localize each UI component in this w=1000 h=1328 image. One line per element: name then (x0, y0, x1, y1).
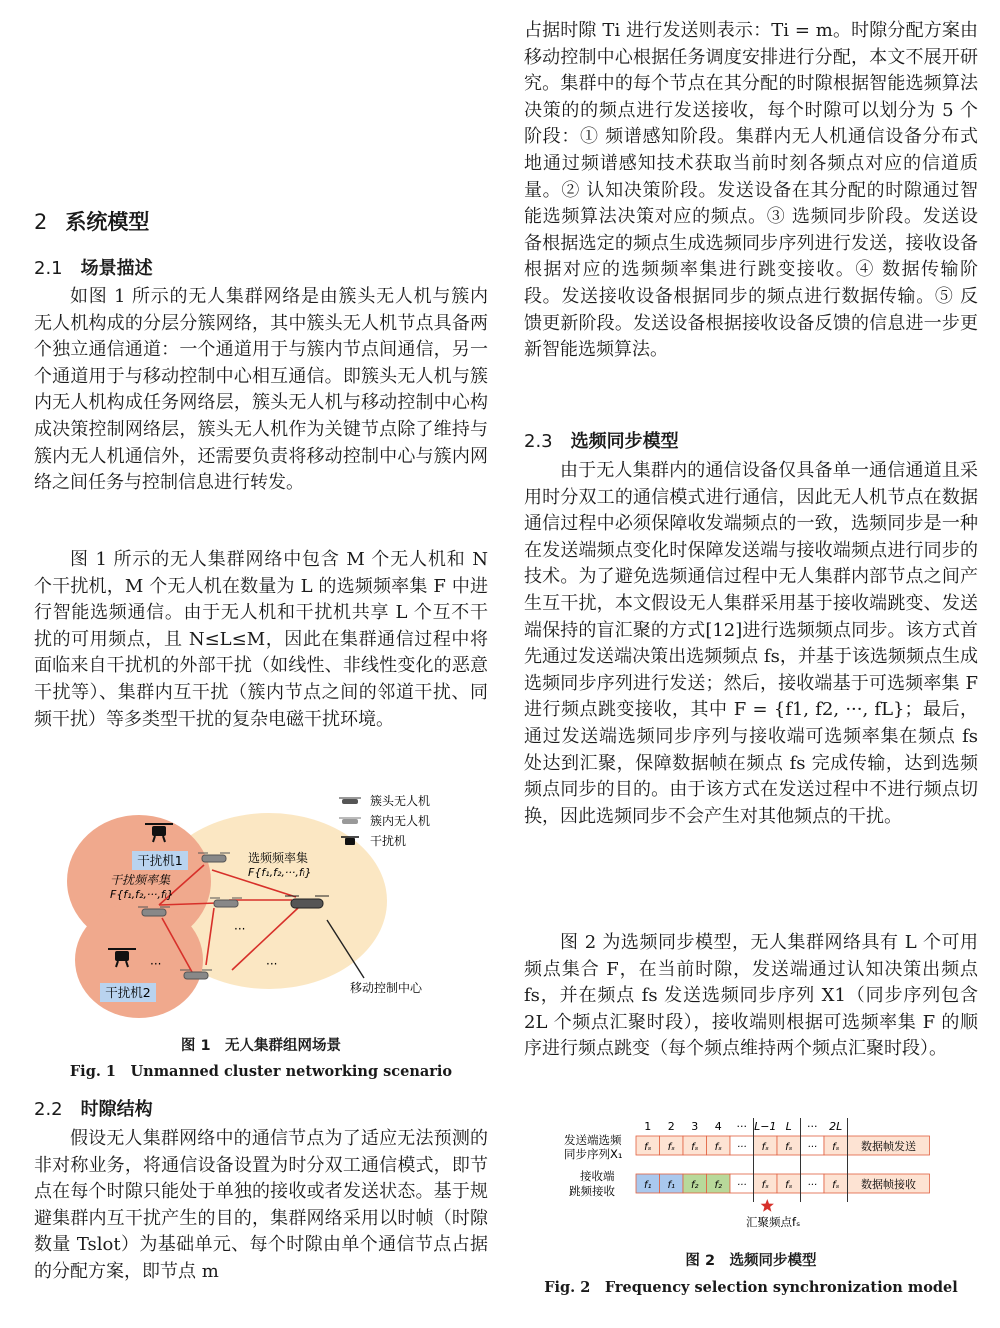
paragraph: 图 1 所示的无人集群网络中包含 M 个无人机和 N 个干扰机，M 个无人机在数量为 L 的选频频率集 F 中进行智能选频通信。由于无人机和干扰机共享 L 个互不干扰的可用频点，且 N≤L≤M，因此在集群通信过程中将面临来自干扰机的外部干扰（如线性、非线性变化的恶意干扰等）、集群内互干扰（簇内节点之间的邻道干扰、同频干扰）等多类型干扰的复杂电磁干扰环境。 (34, 549, 488, 730)
selection-set-label: 选频频率集 (248, 851, 309, 865)
tx-label-2: 同步序列X₁ (564, 1147, 623, 1161)
figure-2 (524, 1114, 978, 1236)
legend-cluster-member: 簇内无人机 (370, 814, 431, 828)
subsection-number: 2.2 (34, 1099, 63, 1120)
rx-row (636, 1174, 930, 1193)
slot-label: L−1 (754, 1120, 777, 1133)
legend-cluster-head: 簇头无人机 (370, 794, 431, 808)
section-number: 2 (34, 210, 48, 234)
slot-label: L (785, 1120, 792, 1133)
rx-cell-label: f₂ (690, 1180, 699, 1191)
subsection-number: 2.3 (524, 431, 553, 452)
legend (339, 793, 430, 848)
tx-label-1: 发送端选频 (564, 1133, 622, 1147)
tx-cell-label: fₛ (761, 1142, 769, 1153)
tx-cell-label: fₛ (785, 1142, 793, 1153)
figure-1 (34, 790, 488, 1022)
tx-data-frame-label: 数据帧发送 (861, 1140, 916, 1153)
section-title: 系统模型 (65, 210, 150, 234)
subsection-heading-2-1 (34, 256, 153, 282)
tx-row (636, 1136, 930, 1155)
slot-label: ··· (736, 1120, 747, 1133)
subsection-title: 时隙结构 (80, 1099, 153, 1120)
tx-cell-label: fₛ (667, 1142, 675, 1153)
tx-cell-label: fₛ (644, 1142, 652, 1153)
tx-cell-label: ··· (807, 1142, 818, 1153)
slot-labels (644, 1120, 842, 1133)
figure-2-caption-en: Fig. 2 Frequency selection synchronization model (544, 1279, 958, 1296)
jam-set-label: 干扰频率集 (110, 873, 171, 887)
jammer1-label: 干扰机1 (137, 853, 183, 868)
rx-cell-label: fₛ (832, 1180, 840, 1191)
slot-label: 4 (714, 1120, 722, 1133)
subsection-title: 选频同步模型 (570, 431, 679, 452)
rx-cell-label: ··· (807, 1180, 818, 1191)
legend-jammer: 干扰机 (370, 834, 407, 848)
paragraph: 如图 1 所示的无人集群网络是由簇头无人机与簇内无人机构成的分层分簇网络，其中簇头无人机节点具备两个独立通信通道：一个通道用于与簇内节点间通信，另一个通道用于与移动控制中心相互通信。即簇头无人机与簇内无人机构成任务网络层，簇头无人机与移动控制中心构成决策控制网络层，簇头无人机作为关键节点除了维持与簇内无人机通信外，还需要负责将移动控制中心与簇内网络之间任务与控制信息进行转发。 (34, 286, 488, 494)
ellipsis-2: ··· (150, 957, 162, 971)
slot-label: 2 (667, 1120, 675, 1133)
tx-cell-label: fₛ (691, 1142, 699, 1153)
rx-cell-label: f₁ (667, 1180, 676, 1191)
paragraph: 假设无人集群网络中的通信节点为了适应无法预测的非对称业务，将通信设备设置为时分双工通信模式，即节点在每个时隙只能处于单独的接收或者发送状态。基于规避集群内互干扰产生的目的，集群网络采用以时帧（时隙数量 Tslot）为基础单元、每个时隙由单个通信节点占据的分配方案，即节点 m (34, 1128, 488, 1282)
cluster-network-diagram (34, 790, 488, 1022)
section-heading (34, 206, 149, 236)
subsection-heading-2-2 (34, 1097, 153, 1123)
ellipsis-3: ··· (266, 957, 278, 971)
tx-cell-label: fₛ (832, 1142, 840, 1153)
jam-set: F{f₁,f₂,···,fₗ} (110, 888, 174, 901)
control-center-label: 移动控制中心 (350, 981, 423, 995)
paragraph: 由于无人集群内的通信设备仅具备单一通信通道且采用时分双工的通信模式进行通信，因此无人机节点在数据通信过程中必须保障收发端频点的一致，选频同步是一种在发送端频点变化时保障发送端与接收端频点进行同步的技术。为了避免选频通信过程中无人集群内部节点之间产生互干扰，本文假设无人集群采用基于接收端跳变、发送端保持的盲汇聚的方式[12]进行选频频点同步。该方式首先通过发送端决策出选频频点 fs，并基于该选频频点生成选频同步序列进行发送；然后，接收端基于可选频率集 F 进行频点跳变接收，其中 F = {f1, f2, ···, fL}；最后，通过发送端选频同步序列与接收端可选频率集在频点 fs 处达到汇聚，保障数据帧在频点 fs 完成传输，达到选频频点同步的目的。由于该方式在发送过程中不进行频点切换，因此选频同步不会产生对其他频点的干扰。 (524, 460, 978, 827)
convergence-label: 汇聚频点fₛ (746, 1215, 801, 1229)
rx-label-1: 接收端 (580, 1169, 615, 1183)
paragraph: 图 2 为选频同步模型，无人集群网络具有 L 个可用频点集合 F，在当前时隙，发送端通过认知决策出频点 fs，并在频点 fs 发送选频同步序列 X1（同步序列包含 2L 个频点汇聚时段），接收端则根据可选频率集 F 的顺序进行频点跳变（每个频点维持两个频点汇聚时段）。 (524, 932, 978, 1060)
slot-label: 3 (691, 1120, 699, 1133)
tx-cell-label: ··· (736, 1142, 747, 1153)
rx-data-frame-label: 数据帧接收 (861, 1178, 916, 1191)
convergence-star-icon (761, 1199, 774, 1212)
paragraph: 占据时隙 Ti 进行发送则表示：Ti = m。时隙分配方案由移动控制中心根据任务调度安排进行分配，本文不展开研究。集群中的每个节点在其分配的时隙根据智能选频算法决策的的频点进行发送接收，每个时隙可以划分为 5 个阶段：① 频谱感知阶段。集群内无人机通信设备分布式地通过频谱感知技术获取当前时刻各频点对应的信道质量。② 认知决策阶段。发送设备在其分配的时隙通过智能选频算法决策对应的频点。③ 选频同步阶段。发送设备根据选定的频点生成选频同步序列进行发送，接收设备根据对应的选频频率集进行跳变接收。④ 数据传输阶段。发送接收设备根据同步的频点进行数据传输。⑤ 反馈更新阶段。发送设备根据接收设备反馈的信息进一步更新智能选频算法。 (524, 20, 978, 361)
subsection-title: 场景描述 (80, 258, 153, 279)
slot-label: ··· (807, 1120, 818, 1133)
rx-label-2: 跳频接收 (569, 1184, 615, 1198)
rx-cell-label: ··· (736, 1180, 747, 1191)
rx-cell-label: f₁ (643, 1180, 652, 1191)
frequency-sync-diagram (524, 1114, 978, 1236)
subsection-heading-2-3 (524, 429, 679, 455)
figure-1-caption-cn: 图 1 无人集群组网场景 (180, 1038, 342, 1054)
slot-label: 1 (644, 1120, 652, 1133)
slot-label: 2L (829, 1120, 843, 1133)
rx-cell-label: fₛ (785, 1180, 793, 1191)
tx-cell-label: fₛ (714, 1142, 722, 1153)
jammer2-label: 干扰机2 (105, 985, 151, 1000)
subsection-number: 2.1 (34, 258, 63, 279)
selection-set: F{f₁,f₂,···,fₗ} (248, 866, 312, 879)
rx-cell-label: fₛ (761, 1180, 769, 1191)
figure-1-caption-en: Fig. 1 Unmanned cluster networking scenario (69, 1063, 453, 1080)
figure-2-caption-cn: 图 2 选频同步模型 (685, 1253, 817, 1269)
rx-cell-label: f₂ (714, 1180, 723, 1191)
ellipsis-1: ··· (234, 922, 246, 936)
